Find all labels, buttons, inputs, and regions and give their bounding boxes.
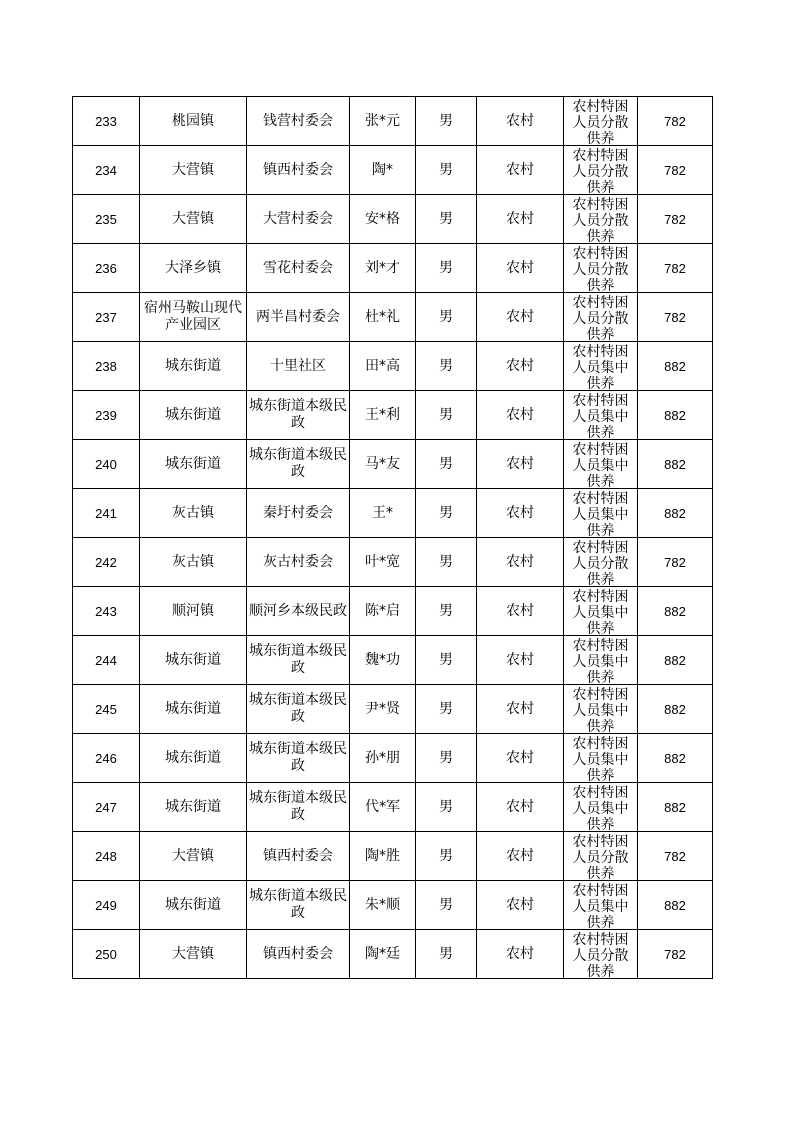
cell-area-type: 农村 <box>477 146 564 195</box>
cell-area-type: 农村 <box>477 538 564 587</box>
cell-gender: 男 <box>416 293 477 342</box>
table-row <box>73 636 713 685</box>
table-row <box>73 685 713 734</box>
support-type-text: 农村特困人员集中供养 <box>572 686 629 733</box>
cell-village-unit: 城东街道本级民政 <box>247 734 350 783</box>
cell-area-type: 农村 <box>477 391 564 440</box>
cell-support-type <box>564 342 638 391</box>
beneficiary-table <box>72 96 713 979</box>
cell-town: 大营镇 <box>140 146 247 195</box>
cell-amount: 782 <box>638 244 713 293</box>
table-row <box>73 930 713 979</box>
cell-amount: 882 <box>638 587 713 636</box>
cell-serial-number: 233 <box>73 97 140 146</box>
cell-area-type: 农村 <box>477 342 564 391</box>
cell-support-type <box>564 636 638 685</box>
cell-town: 城东街道 <box>140 685 247 734</box>
cell-village-unit: 秦圩村委会 <box>247 489 350 538</box>
cell-gender: 男 <box>416 489 477 538</box>
table-row <box>73 440 713 489</box>
cell-amount: 882 <box>638 636 713 685</box>
cell-area-type: 农村 <box>477 685 564 734</box>
cell-serial-number: 242 <box>73 538 140 587</box>
cell-village-unit: 城东街道本级民政 <box>247 881 350 930</box>
cell-village-unit: 城东街道本级民政 <box>247 783 350 832</box>
cell-amount: 882 <box>638 881 713 930</box>
cell-support-type <box>564 783 638 832</box>
cell-gender: 男 <box>416 783 477 832</box>
cell-village-unit: 大营村委会 <box>247 195 350 244</box>
cell-amount: 882 <box>638 391 713 440</box>
cell-town: 城东街道 <box>140 391 247 440</box>
table-row <box>73 97 713 146</box>
support-type-text: 农村特困人员集中供养 <box>572 882 629 929</box>
support-type-text: 农村特困人员集中供养 <box>572 490 629 537</box>
cell-serial-number: 241 <box>73 489 140 538</box>
support-type-text: 农村特困人员分散供养 <box>572 147 629 194</box>
cell-support-type <box>564 440 638 489</box>
cell-village-unit: 钱营村委会 <box>247 97 350 146</box>
cell-person-name: 陶*胜 <box>350 832 416 881</box>
table-row <box>73 734 713 783</box>
support-type-text: 农村特困人员集中供养 <box>572 735 629 782</box>
cell-serial-number: 236 <box>73 244 140 293</box>
support-type-text: 农村特困人员分散供养 <box>572 931 629 978</box>
cell-town: 灰古镇 <box>140 489 247 538</box>
support-type-text: 农村特困人员集中供养 <box>572 784 629 831</box>
cell-village-unit: 镇西村委会 <box>247 146 350 195</box>
cell-town: 城东街道 <box>140 440 247 489</box>
cell-amount: 782 <box>638 832 713 881</box>
cell-serial-number: 237 <box>73 293 140 342</box>
cell-area-type: 农村 <box>477 489 564 538</box>
cell-person-name: 王*利 <box>350 391 416 440</box>
cell-amount: 782 <box>638 97 713 146</box>
cell-person-name: 陶*廷 <box>350 930 416 979</box>
support-type-text: 农村特困人员集中供养 <box>572 343 629 390</box>
cell-town: 大营镇 <box>140 832 247 881</box>
cell-person-name: 魏*功 <box>350 636 416 685</box>
cell-gender: 男 <box>416 587 477 636</box>
cell-gender: 男 <box>416 440 477 489</box>
cell-town: 灰古镇 <box>140 538 247 587</box>
cell-serial-number: 245 <box>73 685 140 734</box>
cell-village-unit: 城东街道本级民政 <box>247 391 350 440</box>
table-row <box>73 391 713 440</box>
cell-town: 大营镇 <box>140 930 247 979</box>
cell-village-unit: 两半昌村委会 <box>247 293 350 342</box>
cell-village-unit: 镇西村委会 <box>247 930 350 979</box>
cell-gender: 男 <box>416 930 477 979</box>
cell-village-unit: 顺河乡本级民政 <box>247 587 350 636</box>
table-row <box>73 783 713 832</box>
support-type-text: 农村特困人员分散供养 <box>572 294 629 341</box>
cell-gender: 男 <box>416 832 477 881</box>
support-type-text: 农村特困人员集中供养 <box>572 441 629 488</box>
cell-village-unit: 雪花村委会 <box>247 244 350 293</box>
support-type-text: 农村特困人员分散供养 <box>572 98 629 145</box>
cell-village-unit: 灰古村委会 <box>247 538 350 587</box>
cell-area-type: 农村 <box>477 930 564 979</box>
cell-town: 城东街道 <box>140 734 247 783</box>
support-type-text: 农村特困人员集中供养 <box>572 637 629 684</box>
cell-person-name: 马*友 <box>350 440 416 489</box>
cell-person-name: 安*格 <box>350 195 416 244</box>
cell-gender: 男 <box>416 244 477 293</box>
cell-person-name: 刘*才 <box>350 244 416 293</box>
cell-serial-number: 235 <box>73 195 140 244</box>
cell-serial-number: 238 <box>73 342 140 391</box>
cell-area-type: 农村 <box>477 440 564 489</box>
cell-gender: 男 <box>416 391 477 440</box>
cell-amount: 782 <box>638 538 713 587</box>
cell-support-type <box>564 832 638 881</box>
cell-gender: 男 <box>416 195 477 244</box>
cell-person-name: 杜*礼 <box>350 293 416 342</box>
table-row <box>73 489 713 538</box>
table-row <box>73 342 713 391</box>
cell-serial-number: 234 <box>73 146 140 195</box>
cell-village-unit: 十里社区 <box>247 342 350 391</box>
cell-serial-number: 239 <box>73 391 140 440</box>
cell-area-type: 农村 <box>477 832 564 881</box>
cell-person-name: 朱*顺 <box>350 881 416 930</box>
cell-village-unit: 城东街道本级民政 <box>247 685 350 734</box>
cell-area-type: 农村 <box>477 195 564 244</box>
cell-support-type <box>564 293 638 342</box>
cell-town: 宿州马鞍山现代产业园区 <box>140 293 247 342</box>
cell-gender: 男 <box>416 685 477 734</box>
cell-gender: 男 <box>416 881 477 930</box>
cell-support-type <box>564 881 638 930</box>
cell-support-type <box>564 489 638 538</box>
cell-serial-number: 243 <box>73 587 140 636</box>
cell-amount: 882 <box>638 734 713 783</box>
cell-town: 城东街道 <box>140 636 247 685</box>
cell-support-type <box>564 685 638 734</box>
cell-person-name: 叶*宽 <box>350 538 416 587</box>
cell-amount: 882 <box>638 342 713 391</box>
cell-support-type <box>564 146 638 195</box>
cell-person-name: 孙*朋 <box>350 734 416 783</box>
support-type-text: 农村特困人员分散供养 <box>572 539 629 586</box>
cell-person-name: 尹*贤 <box>350 685 416 734</box>
support-type-text: 农村特困人员分散供养 <box>572 196 629 243</box>
cell-area-type: 农村 <box>477 244 564 293</box>
cell-support-type <box>564 538 638 587</box>
cell-gender: 男 <box>416 538 477 587</box>
cell-village-unit: 镇西村委会 <box>247 832 350 881</box>
table-row <box>73 881 713 930</box>
cell-gender: 男 <box>416 636 477 685</box>
cell-village-unit: 城东街道本级民政 <box>247 636 350 685</box>
table-row <box>73 832 713 881</box>
cell-person-name: 田*高 <box>350 342 416 391</box>
cell-area-type: 农村 <box>477 293 564 342</box>
cell-serial-number: 248 <box>73 832 140 881</box>
cell-amount: 782 <box>638 293 713 342</box>
cell-amount: 782 <box>638 195 713 244</box>
table-row <box>73 195 713 244</box>
cell-person-name: 陈*启 <box>350 587 416 636</box>
cell-town: 城东街道 <box>140 881 247 930</box>
cell-area-type: 农村 <box>477 587 564 636</box>
cell-support-type <box>564 244 638 293</box>
cell-serial-number: 250 <box>73 930 140 979</box>
cell-gender: 男 <box>416 342 477 391</box>
table-row <box>73 293 713 342</box>
cell-serial-number: 244 <box>73 636 140 685</box>
cell-area-type: 农村 <box>477 636 564 685</box>
cell-person-name: 代*军 <box>350 783 416 832</box>
cell-person-name: 张*元 <box>350 97 416 146</box>
cell-area-type: 农村 <box>477 97 564 146</box>
support-type-text: 农村特困人员集中供养 <box>572 588 629 635</box>
cell-town: 大泽乡镇 <box>140 244 247 293</box>
cell-gender: 男 <box>416 734 477 783</box>
cell-gender: 男 <box>416 146 477 195</box>
cell-person-name: 王* <box>350 489 416 538</box>
cell-support-type <box>564 97 638 146</box>
cell-support-type <box>564 734 638 783</box>
cell-area-type: 农村 <box>477 881 564 930</box>
cell-support-type <box>564 587 638 636</box>
table-row <box>73 146 713 195</box>
cell-person-name: 陶* <box>350 146 416 195</box>
cell-amount: 782 <box>638 146 713 195</box>
cell-amount: 882 <box>638 489 713 538</box>
cell-serial-number: 247 <box>73 783 140 832</box>
cell-town: 城东街道 <box>140 342 247 391</box>
cell-amount: 782 <box>638 930 713 979</box>
table-row <box>73 538 713 587</box>
support-type-text: 农村特困人员集中供养 <box>572 392 629 439</box>
cell-area-type: 农村 <box>477 783 564 832</box>
cell-serial-number: 249 <box>73 881 140 930</box>
cell-amount: 882 <box>638 440 713 489</box>
cell-support-type <box>564 195 638 244</box>
cell-gender: 男 <box>416 97 477 146</box>
table-body <box>73 97 713 979</box>
support-type-text: 农村特困人员分散供养 <box>572 833 629 880</box>
cell-serial-number: 246 <box>73 734 140 783</box>
cell-town: 城东街道 <box>140 783 247 832</box>
cell-amount: 882 <box>638 783 713 832</box>
cell-town: 顺河镇 <box>140 587 247 636</box>
cell-support-type <box>564 391 638 440</box>
cell-serial-number: 240 <box>73 440 140 489</box>
cell-town: 桃园镇 <box>140 97 247 146</box>
support-type-text: 农村特困人员分散供养 <box>572 245 629 292</box>
cell-area-type: 农村 <box>477 734 564 783</box>
table-row <box>73 587 713 636</box>
cell-village-unit: 城东街道本级民政 <box>247 440 350 489</box>
cell-amount: 882 <box>638 685 713 734</box>
cell-support-type <box>564 930 638 979</box>
cell-town: 大营镇 <box>140 195 247 244</box>
table-row <box>73 244 713 293</box>
